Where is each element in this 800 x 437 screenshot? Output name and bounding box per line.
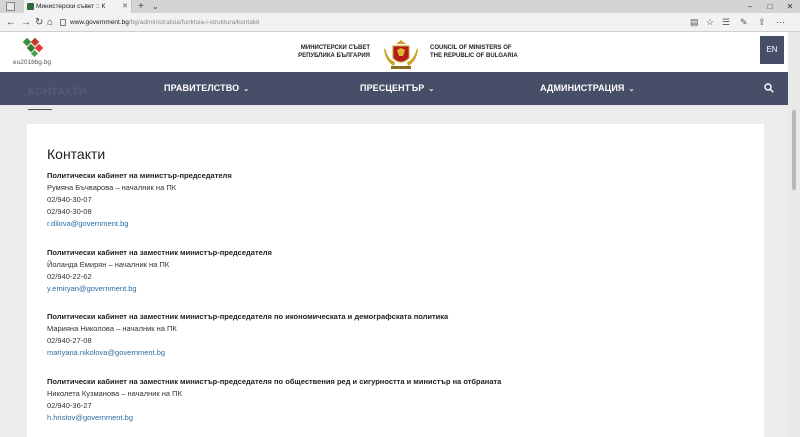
- ministry-en-line2: THE REPUBLIC OF BULGARIA: [430, 53, 518, 59]
- ministry-bg-line1: МИНИСТЕРСКИ СЪВЕТ: [300, 45, 370, 51]
- lock-icon: [60, 19, 66, 26]
- refresh-icon[interactable]: ↻: [35, 17, 44, 28]
- url-host: www.government.bg: [70, 19, 129, 26]
- contact-phone: 02/940-27-08: [47, 336, 92, 345]
- contact-block-title: Политически кабинет на заместник министър-председателя по икономическата и демографската политика: [47, 312, 449, 321]
- coat-of-arms-icon[interactable]: [382, 38, 420, 70]
- nav-item-label: АДМИНИСТРАЦИЯ: [540, 83, 625, 93]
- ministry-name-bg[interactable]: [296, 44, 370, 60]
- contact-email-link[interactable]: y.emiryan@government.bg: [47, 284, 137, 293]
- close-window-icon[interactable]: ✕: [786, 2, 794, 11]
- tab-title: Министерски съвет :: К: [36, 3, 106, 10]
- maximize-icon[interactable]: □: [767, 2, 773, 11]
- site-favicon-icon: [27, 3, 34, 10]
- nav-item-administration[interactable]: [540, 72, 634, 106]
- contacts-card: [27, 124, 764, 437]
- main-nav: [0, 72, 788, 105]
- url-field[interactable]: [58, 16, 658, 29]
- url-path: /bg/administratsia/funktsia-i-struktura/kontakti: [128, 19, 260, 26]
- favorite-star-icon[interactable]: ☆: [706, 17, 715, 27]
- site-header: [0, 32, 788, 72]
- new-tab-icon[interactable]: +: [138, 1, 144, 12]
- scrollbar-thumb[interactable]: [792, 110, 796, 190]
- ministry-bg-line2: РЕПУБЛИКА БЪЛГАРИЯ: [298, 53, 370, 59]
- contact-block-title: Политически кабинет на заместник министър-председателя по обществения ред и сигурността и министър на отбраната: [47, 377, 502, 386]
- notes-pen-icon[interactable]: ✎: [740, 17, 748, 27]
- eu-presidency-logo-icon[interactable]: [18, 37, 48, 59]
- contact-block: [47, 376, 747, 424]
- forward-icon[interactable]: →: [21, 17, 31, 28]
- contact-block-title: Политически кабинет на министър-председателя: [47, 171, 232, 180]
- contact-person: Марияна Николова – началник на ПК: [47, 324, 177, 333]
- contact-phone: 02/940-36-27: [47, 401, 92, 410]
- page-scrollbar[interactable]: [788, 32, 800, 437]
- chevron-down-icon: ⌄: [628, 86, 635, 93]
- browser-titlebar: [0, 0, 800, 13]
- contact-person: Николета Кузманова – началник на ПК: [47, 389, 182, 398]
- ministry-en-line1: COUNCIL OF MINISTERS OF: [430, 45, 512, 51]
- contact-block: [47, 311, 747, 359]
- page-title: Контакти: [47, 146, 106, 162]
- chevron-down-icon: ⌄: [243, 86, 250, 93]
- back-icon[interactable]: ←: [6, 17, 16, 28]
- contact-person: Йоланда Емирян – началник на ПК: [47, 260, 170, 269]
- contact-person: Румяна Бъчварова – началник на ПК: [47, 183, 177, 192]
- contact-email-link[interactable]: r.dilova@government.bg: [47, 219, 129, 228]
- home-icon[interactable]: ⌂: [47, 17, 54, 28]
- share-icon[interactable]: ⇪: [758, 17, 766, 27]
- chevron-down-icon: ⌄: [428, 86, 435, 93]
- favorites-hub-icon[interactable]: ☰: [722, 17, 731, 27]
- contact-block-title: Политически кабинет на заместник министър-председателя: [47, 248, 272, 257]
- contact-phone: 02/940-22-62: [47, 272, 92, 281]
- nav-item-press-center[interactable]: [360, 72, 434, 106]
- contact-phone: 02/940-30-07: [47, 195, 92, 204]
- contact-block: [47, 247, 747, 295]
- address-bar: [0, 13, 800, 32]
- contact-block: [47, 170, 747, 230]
- more-icon[interactable]: ⋯: [776, 17, 785, 27]
- nav-item-government[interactable]: [164, 72, 249, 106]
- contact-email-link[interactable]: h.hristov@government.bg: [47, 413, 133, 422]
- tab-actions-icon[interactable]: [6, 2, 15, 11]
- tab-list-chevron-icon[interactable]: ⌄: [152, 2, 159, 11]
- contact-phone: 02/940-30-08: [47, 207, 92, 216]
- minimize-icon[interactable]: –: [747, 2, 753, 11]
- browser-tab[interactable]: [24, 0, 132, 13]
- eu-label[interactable]: eu2018bg.bg: [13, 59, 51, 66]
- contact-email-link[interactable]: mariyana.nikolova@government.bg: [47, 348, 166, 357]
- ministry-name-en[interactable]: [430, 44, 540, 60]
- tab-close-icon[interactable]: ✕: [122, 3, 128, 10]
- nav-item-label: ПРАВИТЕЛСТВО: [164, 83, 240, 93]
- search-icon[interactable]: [764, 83, 774, 93]
- nav-item-label: ПРЕСЦЕНТЪР: [360, 83, 425, 93]
- language-switch-button[interactable]: EN: [760, 36, 784, 64]
- section-heading-underline: [28, 109, 52, 110]
- section-heading-behind-nav: КОНТАКТИ: [28, 86, 87, 98]
- reading-view-icon[interactable]: ▤: [690, 17, 699, 27]
